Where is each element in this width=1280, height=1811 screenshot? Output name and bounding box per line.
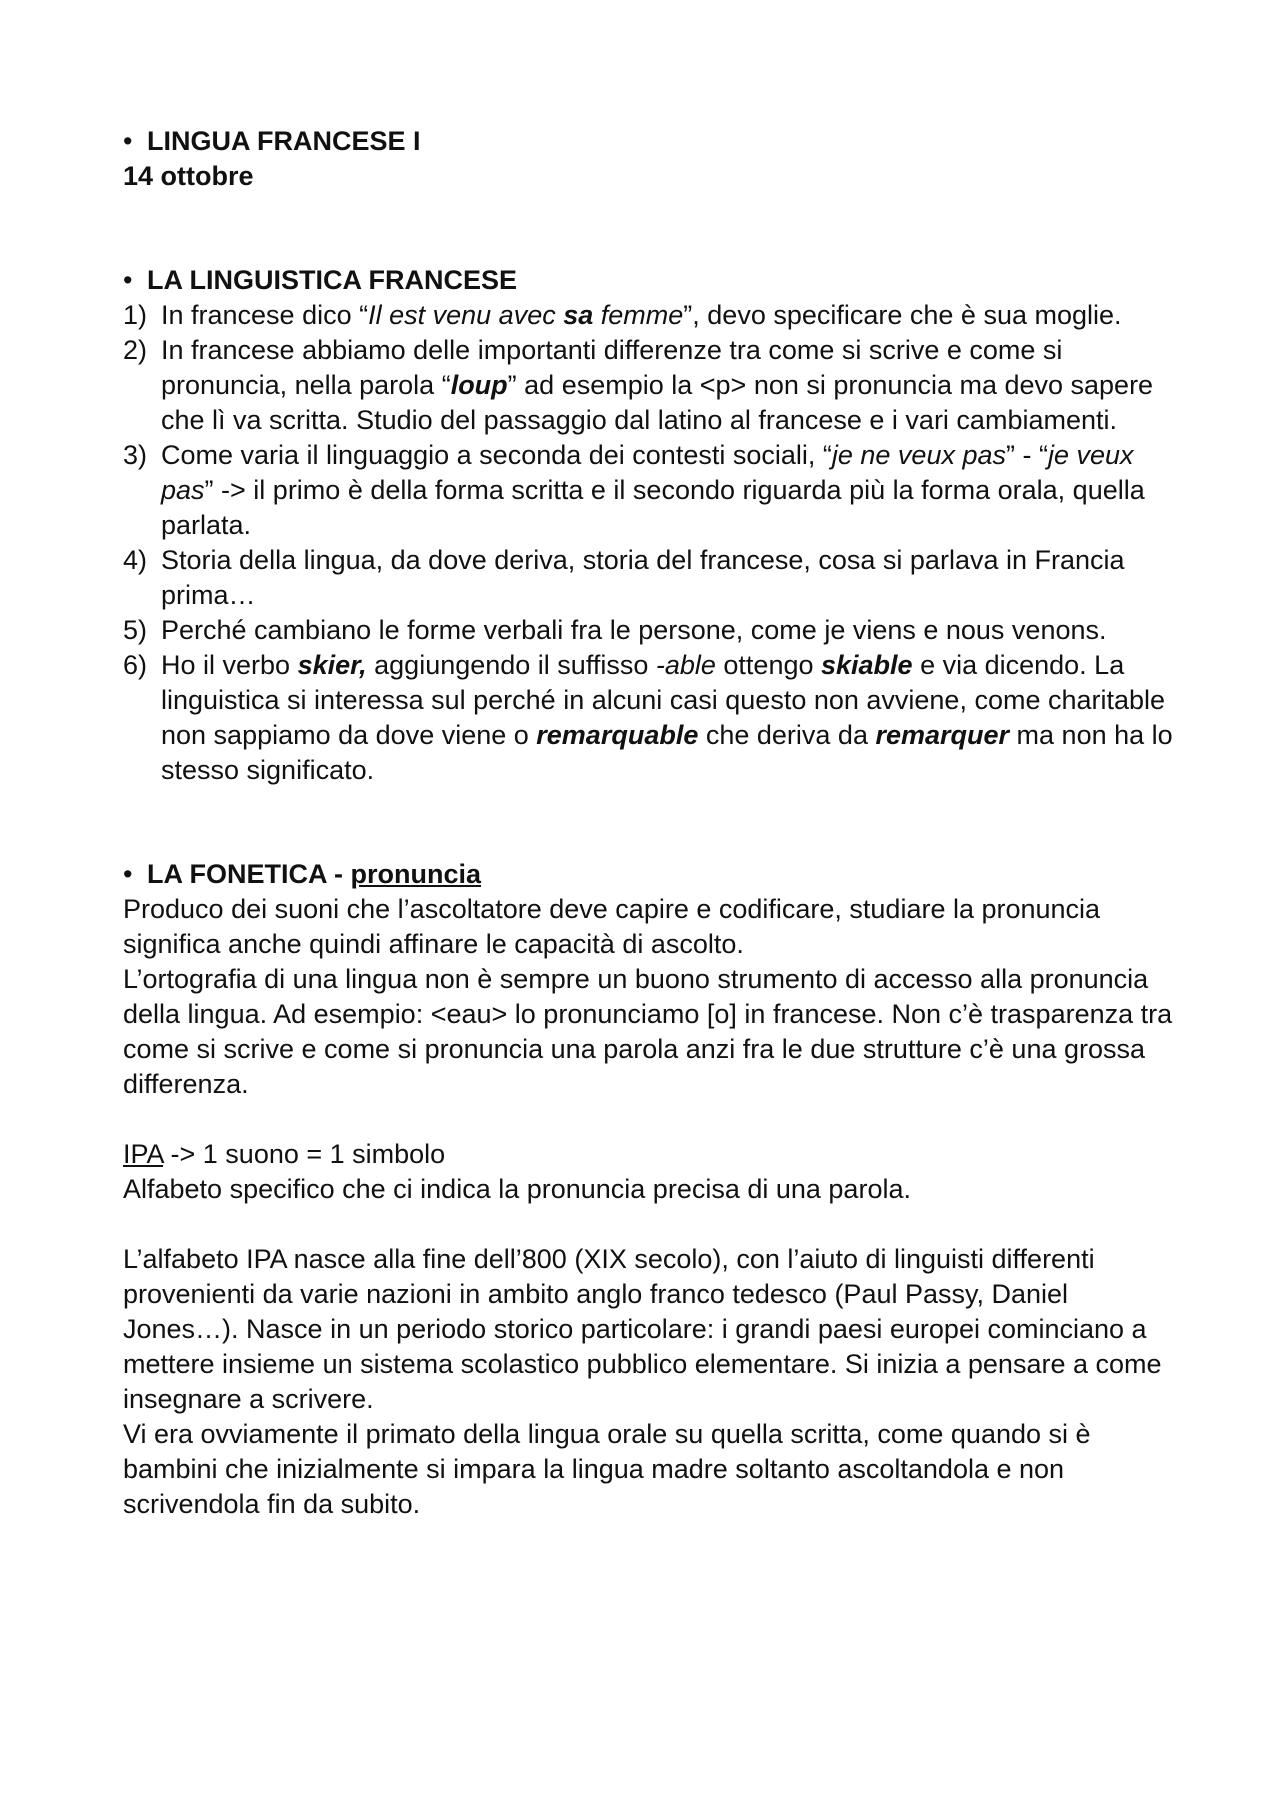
item-number: 4) <box>123 545 148 575</box>
bullet: • <box>123 126 133 156</box>
item-number: 3) <box>123 440 148 470</box>
item-italic: Il est venu avec <box>368 300 564 330</box>
bullet: • <box>123 265 133 295</box>
list-item <box>123 648 1173 788</box>
ipa-label: IPA <box>123 1139 164 1169</box>
item-italic: je ne veux pas <box>831 440 1006 470</box>
section-title-underlined: pronuncia <box>350 859 481 889</box>
item-italic: -able <box>655 650 716 680</box>
item-text: aggiungendo il suffisso <box>366 650 656 680</box>
course-title: LINGUA FRANCESE I <box>147 126 421 156</box>
item-text: ” -> il primo è della forma scritta e il secondo riguarda più la forma orala, quella parlata. <box>161 475 1145 540</box>
item-text: ” ad esempio la <p> non si pronuncia ma devo sapere che lì va scritta. Studio del passaggio dal latino al francese e i vari cambiamenti. <box>161 370 1154 435</box>
item-number: 6) <box>123 650 148 680</box>
item-number: 5) <box>123 615 148 645</box>
paragraph: Vi era ovviamente il primato della lingua orale su quella scritta, come quando si è bambini che inizialmente si impara la lingua madre soltanto ascoltandola e non scrivendola fin da subito. <box>123 1419 1091 1519</box>
item-text: Perché cambiano le forme verbali fra le persone, come je viens e nous venons. <box>161 615 1107 645</box>
item-number: 1) <box>123 300 148 330</box>
item-italic: femme <box>593 300 684 330</box>
item-text: Come varia il linguaggio a seconda dei contesti sociali, “ <box>161 440 832 470</box>
item-number: 2) <box>123 335 148 365</box>
section-linguistica-heading <box>123 263 1173 298</box>
list-item <box>123 298 1173 333</box>
list-item <box>123 543 1173 613</box>
item-text: e via dicendo. La linguistica si interessa sul perché in alcuni casi questo non avviene, come charitable non sappiamo da dove viene o <box>161 650 1166 750</box>
item-bold-italic: remarquable <box>536 720 699 750</box>
item-text: Ho il verbo <box>161 650 298 680</box>
list-item <box>123 613 1173 648</box>
list-item <box>123 438 1173 543</box>
item-text: ” - “ <box>1006 440 1048 470</box>
item-text: ottengo <box>715 650 821 680</box>
item-text: In francese abbiamo delle importanti differenze tra come si scrive e come si pronuncia, nella parola “ <box>161 335 1063 400</box>
paragraph: Produco dei suoni che l’ascoltatore deve capire e codificare, studiare la pronuncia significa anche quindi affinare le capacità di ascolto. <box>123 894 1101 959</box>
paragraph: Alfabeto specifico che ci indica la pronuncia precisa di una parola. <box>123 1174 911 1204</box>
item-text: ”, devo specificare che è sua moglie. <box>683 300 1122 330</box>
item-italic: je veux pas <box>161 440 1134 505</box>
course-heading <box>123 124 1173 159</box>
bullet: • <box>123 859 133 889</box>
lesson-date: 14 ottobre <box>123 161 254 191</box>
section-fonetica-heading <box>123 857 1173 892</box>
document-content <box>123 124 1173 1522</box>
section-title: LA FONETICA - <box>147 859 351 889</box>
item-bold: sa <box>563 300 594 330</box>
item-text: ma non ha lo stesso significato. <box>161 720 1173 785</box>
linguistica-list <box>123 298 1173 788</box>
item-text: Storia della lingua, da dove deriva, storia del francese, cosa si parlava in Francia prima… <box>161 545 1125 610</box>
section-title: LA LINGUISTICA FRANCESE <box>147 265 517 295</box>
item-bold-italic: remarquer <box>875 720 1010 750</box>
item-bold-italic: skier, <box>297 650 367 680</box>
item-bold-italic: loup <box>450 370 508 400</box>
list-item <box>123 333 1173 438</box>
paragraph: L’ortografia di una lingua non è sempre un buono strumento di accesso alla pronuncia della lingua. Ad esempio: <eau> lo pronunciamo [o] in francese. Non c’è trasparenza tra come si scrive e come si pronuncia una parola anzi fra le due strutture c’è una grossa differenza. <box>123 964 1173 1099</box>
item-text: che deriva da <box>698 720 876 750</box>
ipa-rest: -> 1 suono = 1 simbolo <box>163 1139 446 1169</box>
ipa-line <box>123 1137 1173 1172</box>
item-text: In francese dico “ <box>161 300 369 330</box>
item-bold-italic: skiable <box>821 650 913 680</box>
paragraph: L’alfabeto IPA nasce alla fine dell’800 (XIX secolo), con l’aiuto di linguisti differenti provenienti da varie nazioni in ambito anglo franco tedesco (Paul Passy, Daniel Jones…). Nasce in un periodo storico particolare: i grandi paesi europei cominciano a mettere insieme un sistema scolastico pubblico elementare. Si inizia a pensare a come insegnare a scrivere. <box>123 1244 1162 1414</box>
